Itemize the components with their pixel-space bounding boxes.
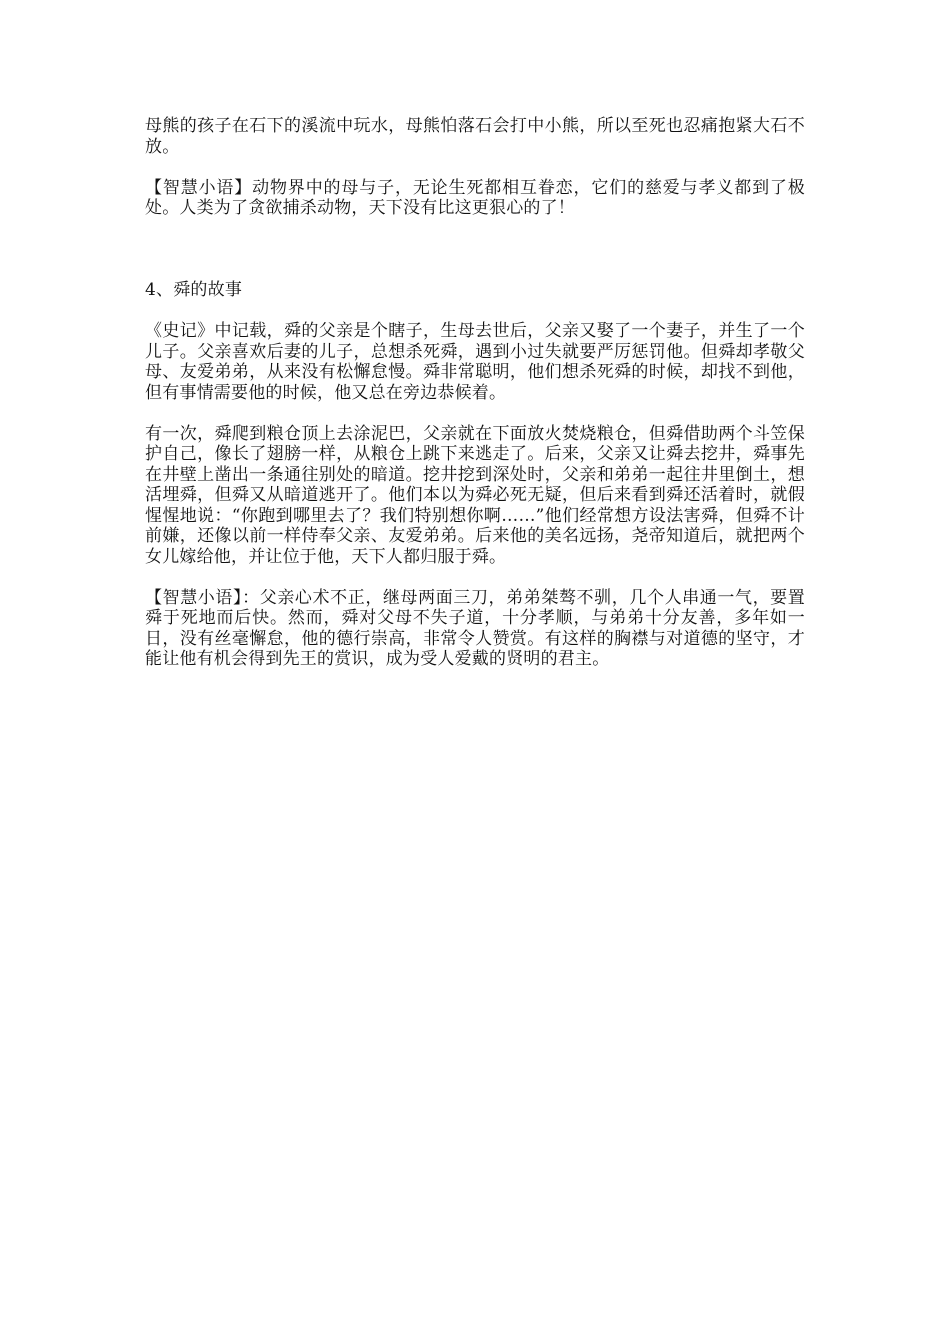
wisdom-note-1: 【智慧小语】动物界中的母与子，无论生死都相互眷恋，它们的慈爱与孝义都到了极处。人类为了贪欲捕杀动物，天下没有比这更狠心的了！ <box>145 177 805 218</box>
paragraph-shi-ji: 《史记》中记载，舜的父亲是个瞎子，生母去世后，父亲又娶了一个妻子，并生了一个儿子。父亲喜欢后妻的儿子，总想杀死舜，遇到小过失就要严厉惩罚他。但舜却孝敬父母、友爱弟弟，从来没有松懈怠慢。舜非常聪明，他们想杀死舜的时候，却找不到他，但有事情需要他的时候，他又总在旁边恭候着。 <box>145 321 805 403</box>
paragraph-mother-bear: 母熊的孩子在石下的溪流中玩水，母熊怕落石会打中小熊，所以至死也忍痛抱紧大石不放。 <box>145 116 805 157</box>
document-body <box>145 116 805 690</box>
wisdom-note-2: 【智慧小语】：父亲心术不正，继母两面三刀，弟弟桀骜不驯，几个人串通一气，要置舜于死地而后快。然而，舜对父母不失子道，十分孝顺，与弟弟十分友善，多年如一日，没有丝毫懈怠，他的德行崇高，非常令人赞赏。有这样的胸襟与对道德的坚守，才能让他有机会得到先王的赏识，成为受人爱戴的贤明的君主。 <box>145 587 805 669</box>
section-heading: 4、舜的故事 <box>145 280 243 300</box>
paragraph-granary-well: 有一次，舜爬到粮仓顶上去涂泥巴，父亲就在下面放火焚烧粮仓，但舜借助两个斗笠保护自己，像长了翅膀一样，从粮仓上跳下来逃走了。后来，父亲又让舜去挖井，舜事先在井壁上凿出一条通往别处的暗道。挖井挖到深处时，父亲和弟弟一起往井里倒土，想活埋舜，但舜又从暗道逃开了。他们本以为舜必死无疑，但后来看到舜还活着时，就假惺惺地说：“你跑到哪里去了？我们特别想你啊……”他们经常想方设法害舜，但舜不计前嫌，还像以前一样侍奉父亲、友爱弟弟。后来他的美名远扬，尧帝知道后，就把两个女儿嫁给他，并让位于他，天下人都归服于舜。 <box>145 423 805 567</box>
spacer <box>145 239 805 280</box>
